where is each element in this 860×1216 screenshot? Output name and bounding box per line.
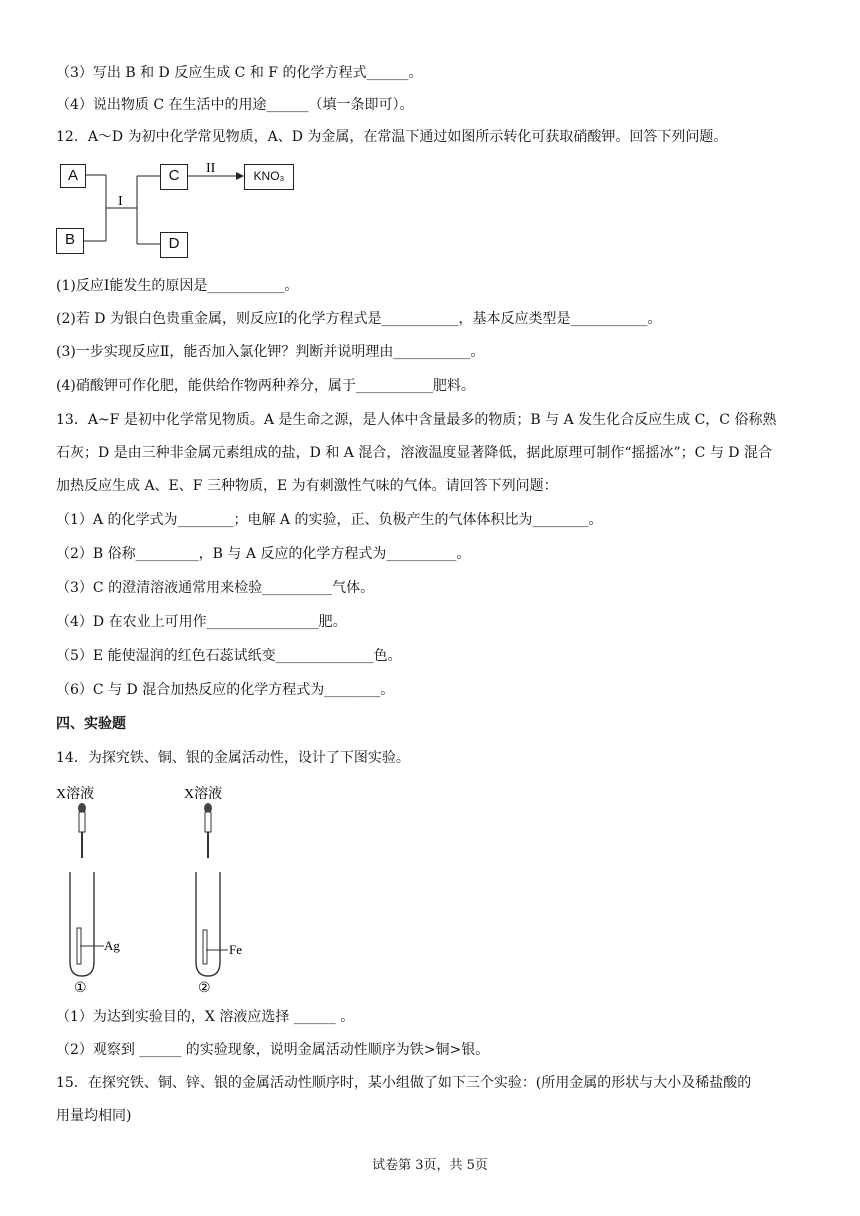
q11-part4: （4）说出物质 C 在生活中的用途______（填一条即可）。 [56,97,414,113]
q11-part3: （3）写出 B 和 D 反应生成 C 和 F 的化学方程式______。 [56,65,423,81]
q12-part2: (2)若 D 为银白色贵重金属，则反应Ⅰ的化学方程式是___________，基本反应类型是___________。 [56,311,662,327]
page-footer: 试卷第 3页，共 5页 [372,1158,488,1173]
q14-part1: （1）为达到实验目的，X 溶液应选择 ______ 。 [56,1009,355,1025]
reaction-1-label: I [118,194,123,209]
box-b: B [56,228,84,254]
q13-part1: （1）A 的化学式为________；电解 A 的实验，正、负极产生的气体体积比为________。 [56,512,603,528]
q12-part4: (4)硝酸钾可作化肥，能供给作物两种养分，属于___________肥料。 [56,378,475,394]
box-a: A [60,164,86,188]
q13-part5: （5）E 能使湿润的红色石蕊试纸变______________色。 [56,648,402,664]
q13-stem-line1: 13．A~F 是初中化学常见物质。A 是生命之源，是人体中含量最多的物质；B 与 A 发生化合反应生成 C，C 俗称熟 [56,412,777,428]
box-kno3: KNO₃ [244,164,294,190]
q15-stem-line1: 15．在探究铁、铜、锌、银的金属活动性顺序时，某小组做了如下三个实验：(所用金属的形状与大小及稀盐酸的 [56,1075,752,1091]
box-d: D [160,232,188,258]
q13-part2: （2）B 俗称_________，B 与 A 反应的化学方程式为__________。 [56,546,471,562]
reaction-2-label: II [206,161,216,176]
q15-stem-line2: 用量均相同) [56,1108,132,1124]
tube1-number: ① [74,981,87,996]
tube2-metal-label: Fe [229,942,242,957]
dropper-2 [204,803,212,858]
test-tube-2 [196,872,228,976]
q12-part3: (3)一步实现反应Ⅱ，能否加入氯化钾？判断并说明理由___________。 [56,344,485,360]
q13-stem-line2: 石灰；D 是由三种非金属元素组成的盐，D 和 A 混合，溶液温度显著降低，据此原理可制作“摇摇冰”；C 与 D 混合 [56,445,772,461]
tube2-number: ② [198,981,211,996]
q13-part3: （3）C 的澄清溶液通常用来检验__________气体。 [56,580,375,596]
section-heading-experiment: 四、实验题 [56,716,126,732]
dropper-1 [78,803,86,858]
tube1-metal-label: Ag [104,938,120,953]
q14-part2: （2）观察到 ______ 的实验现象，说明金属活动性顺序为铁>铜>银。 [56,1042,490,1058]
q13-part6: （6）C 与 D 混合加热反应的化学方程式为________。 [56,682,395,698]
tube2-solution-label: X溶液 [184,787,223,802]
q13-part4: （4）D 在农业上可用作________________肥。 [56,614,347,630]
tube1-solution-label: X溶液 [56,787,95,802]
q13-stem-line3: 加热反应生成 A、E、F 三种物质，E 为有刺激性气味的气体。请回答下列问题： [56,478,558,494]
box-c: C [160,164,188,190]
test-tube-1 [70,872,104,976]
q12-stem: 12．A～D 为初中化学常见物质，A、D 为金属，在常温下通过如图所示转化可获取硝酸钾。回答下列问题。 [56,129,728,145]
q12-part1: (1)反应Ⅰ能发生的原因是___________。 [56,278,299,294]
q14-stem: 14．为探究铁、铜、银的金属活动性，设计了下图实验。 [56,750,410,766]
